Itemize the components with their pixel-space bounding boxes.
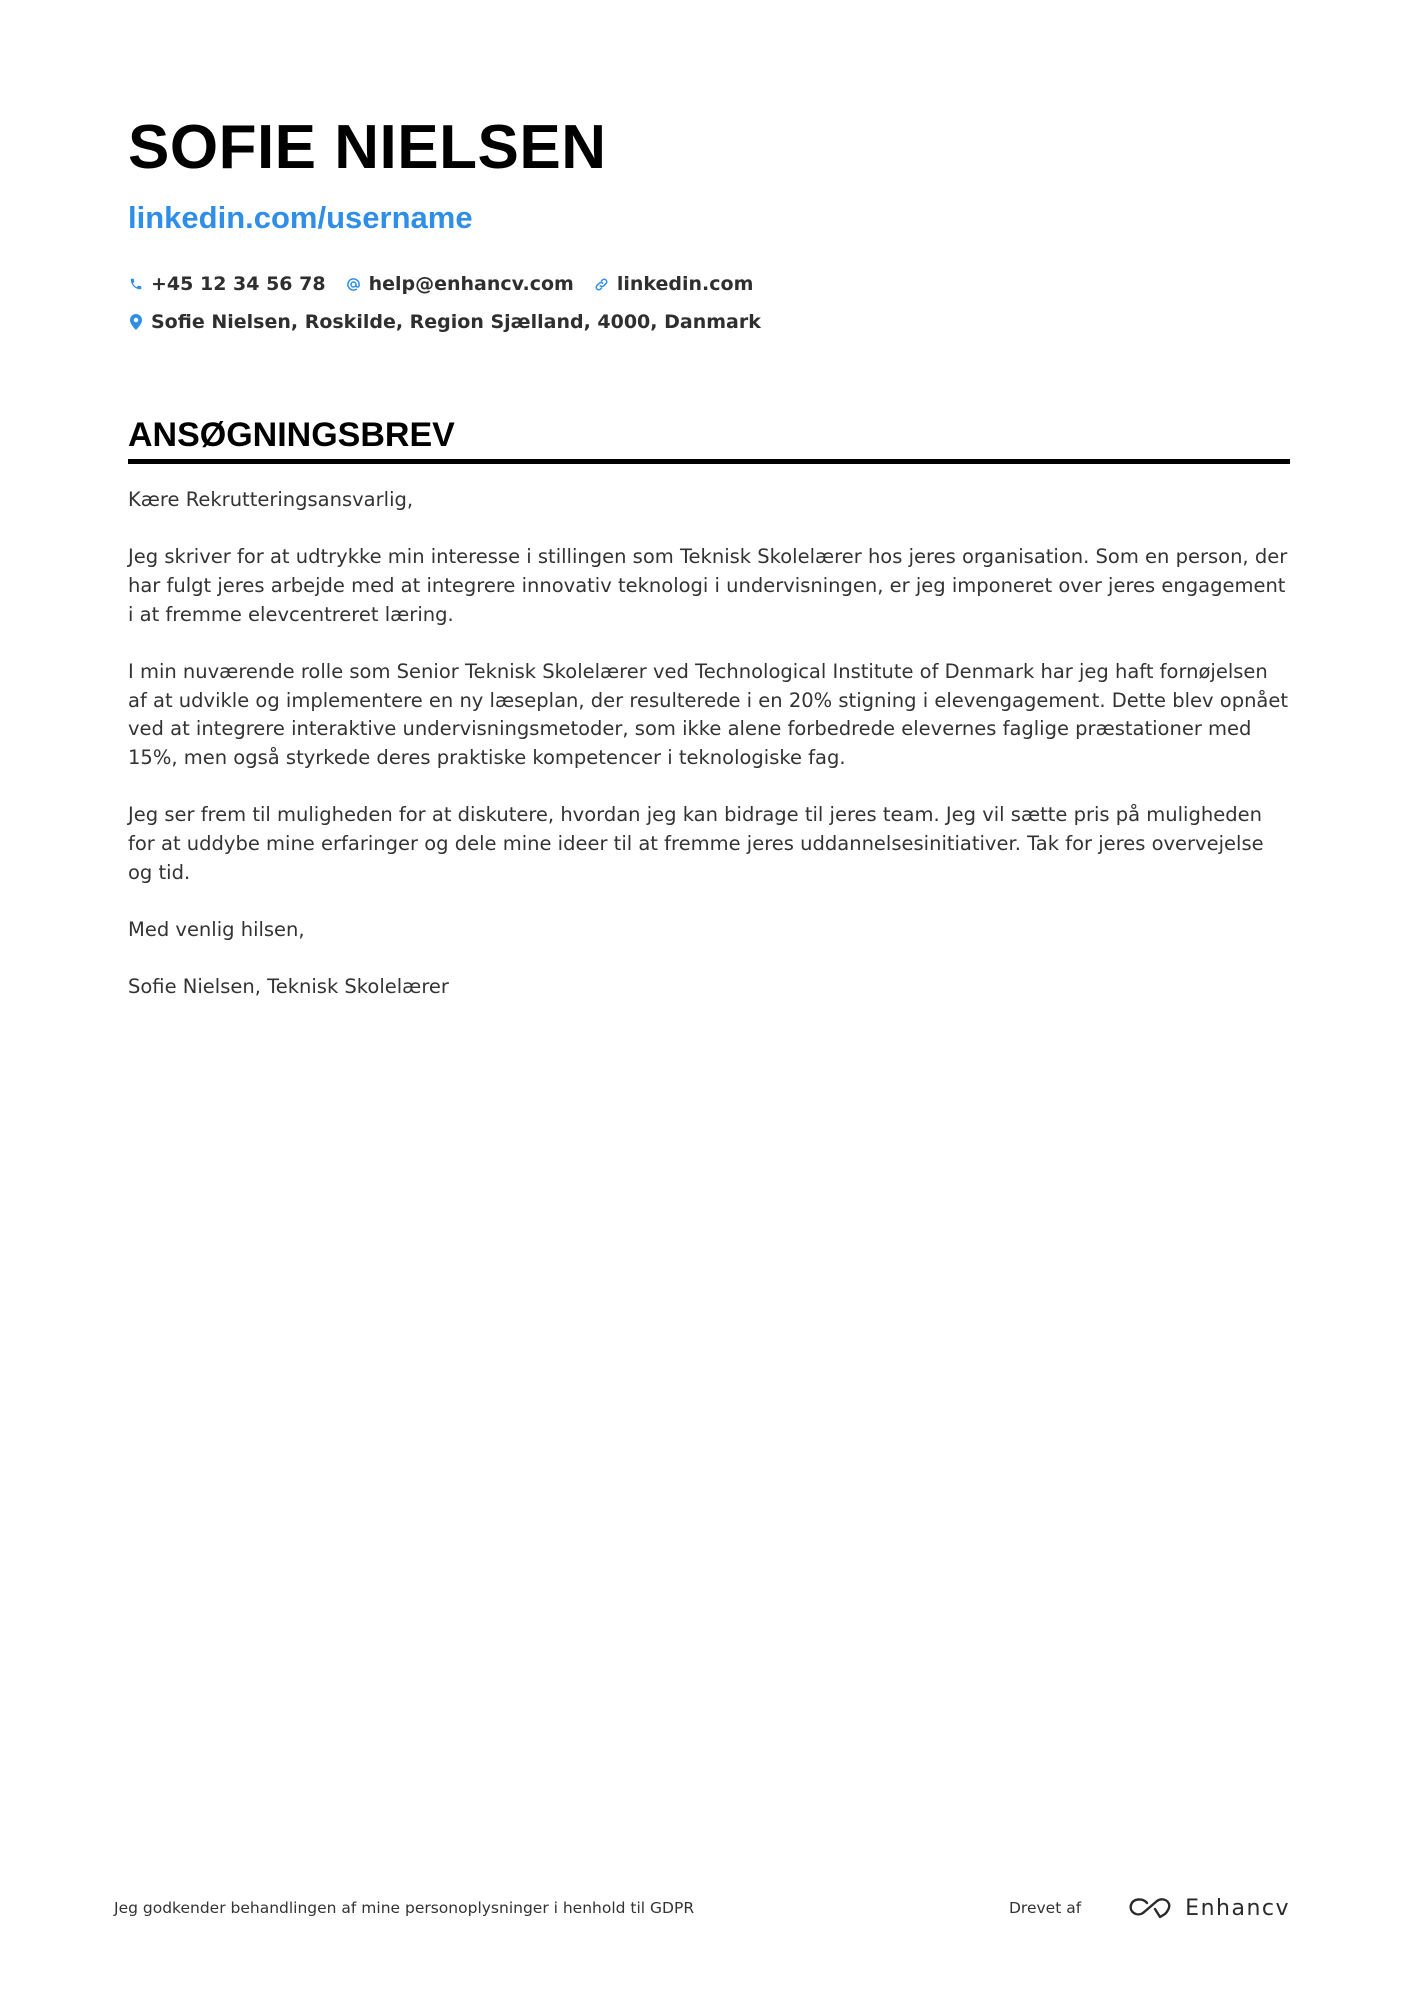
footer (114, 1890, 1290, 1926)
contact-link-text: linkedin.com (616, 273, 754, 295)
letter-paragraph: I min nuværende rolle som Senior Teknisk Skolelærer ved Technological Institute of Denmark har jeg haft fornøjelsen af at udvikle og implementere en ny læseplan, der resulterede i en 20% stigning i elevengagement. Dette blev opnået ved at integrere interaktive undervisningsmetoder, som ikke alene forbedrede elevernes faglige præstationer med 15%, men også styrkede deres praktiske kompetencer i teknologiske fag. (128, 659, 1289, 769)
brand-link[interactable] (1127, 1895, 1290, 1921)
link-icon (594, 275, 610, 293)
enhancv-logo-icon (1127, 1895, 1173, 1921)
contact-link[interactable] (594, 273, 754, 295)
contact-phone[interactable] (128, 273, 326, 295)
contact-phone-text: +45 12 34 56 78 (151, 273, 326, 295)
letter-greeting: Kære Rekrutteringsansvarlig, (128, 488, 414, 511)
letter-paragraph: Jeg ser frem til muligheden for at diskutere, hvordan jeg kan bidrage til jeres team. Jeg vil sætte pris på muligheden for at uddybe mine erfaringer og dele mine ideer til at fremme jeres uddannelsesinitiativer. Tak for jeres overvejelse og tid. (128, 803, 1264, 884)
gdpr-consent-text: Jeg godkender behandlingen af mine personoplysninger i henhold til GDPR (114, 1899, 695, 1917)
profile-subtitle-link[interactable]: linkedin.com/username (128, 200, 473, 235)
contact-row-primary (128, 265, 1290, 303)
contact-email[interactable] (346, 273, 574, 295)
location-pin-icon (128, 313, 144, 331)
letter-content (128, 105, 1290, 1030)
letter-signature: Sofie Nielsen, Teknisk Skolelærer (128, 974, 449, 998)
letter-body (128, 486, 1290, 1002)
section-divider (128, 459, 1290, 464)
at-icon (346, 275, 362, 293)
phone-icon (128, 275, 144, 293)
contact-info (128, 265, 1290, 341)
contact-address-text: Sofie Nielsen, Roskilde, Region Sjælland, 4000, Danmark (151, 311, 761, 333)
letter-paragraph: Jeg skriver for at udtrykke min interesse i stillingen som Teknisk Skolelærer hos jeres organisation. Som en person, der har fulgt jeres arbejde med at integrere innovativ teknologi i undervisningen, er jeg imponeret over jeres engagement i at fremme elevcentreret læring. (128, 545, 1288, 626)
contact-address (128, 311, 761, 333)
section-title: ANSØGNINGSBREV (128, 416, 455, 454)
letter-closing: Med venlig hilsen, (128, 917, 305, 941)
powered-by-label: Drevet af (1009, 1899, 1082, 1917)
applicant-name: SOFIE NIELSEN (128, 113, 607, 182)
brand-name: Enhancv (1185, 1895, 1290, 1921)
contact-email-text: help@enhancv.com (368, 273, 574, 295)
contact-row-address (128, 303, 1290, 341)
